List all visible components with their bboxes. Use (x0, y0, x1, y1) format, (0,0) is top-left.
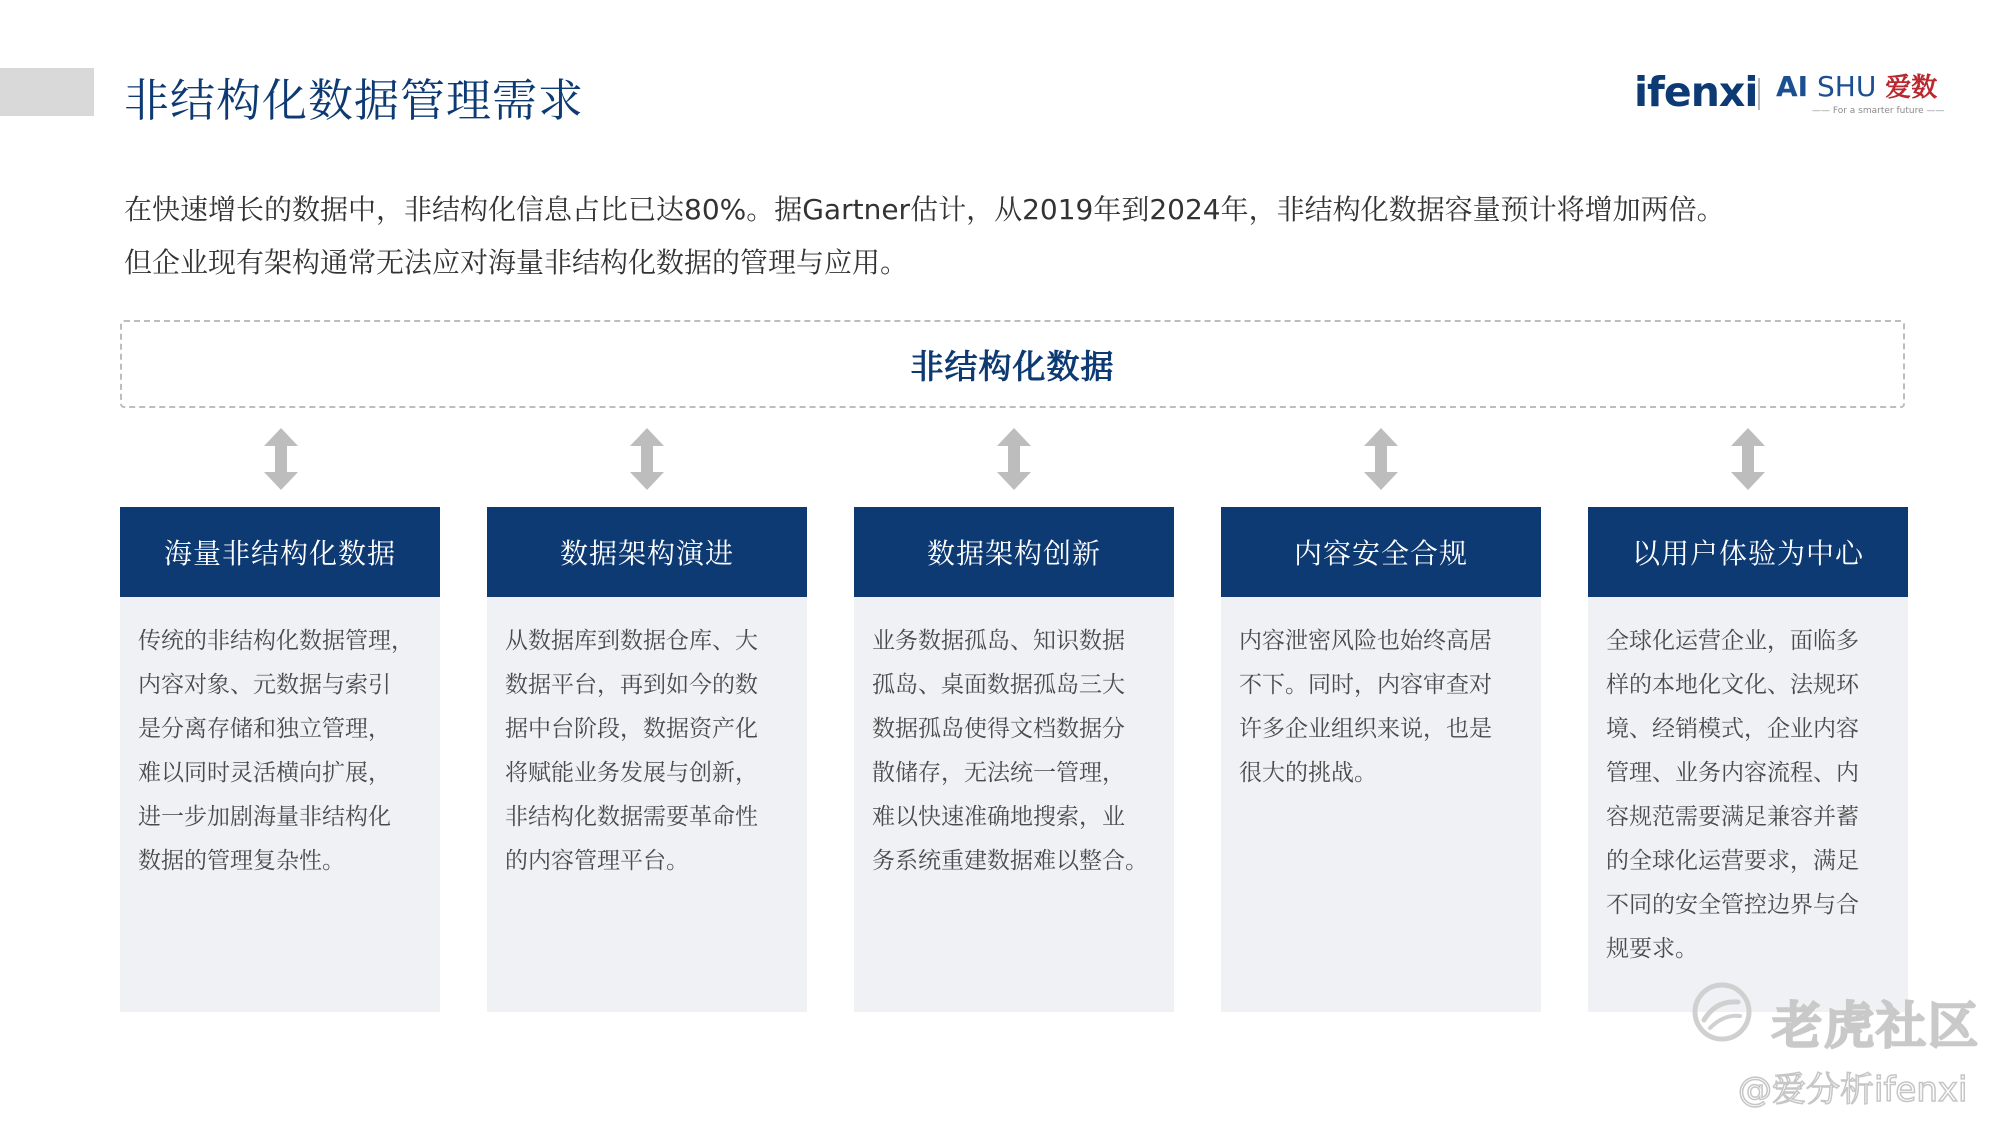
card-title: 内容安全合规 (1221, 507, 1541, 597)
card-line: 规要求。 (1606, 936, 1698, 962)
card-line: 境、经销模式，企业内容 (1606, 716, 1859, 742)
intro-line-1: 在快速增长的数据中，非结构化信息占比已达80%。据Gartner估计，从2019年到2024年，非结构化数据容量预计将增加两倍。 (124, 193, 1725, 226)
card-line: 数据的管理复杂性。 (138, 848, 345, 874)
intro-line-2: 但企业现有架构通常无法应对海量非结构化数据的管理与应用。 (124, 246, 909, 279)
card-line: 难以同时灵活横向扩展， (138, 760, 391, 786)
unstructured-data-box (120, 320, 1905, 408)
weibo-watermark: @爱分析ifenxi (1738, 1070, 1968, 1110)
card-body (1588, 597, 1908, 971)
logo-divider (1758, 78, 1760, 110)
aishu-logo (1776, 72, 1976, 122)
card-line: 进一步加剧海量非结构化 (138, 804, 391, 830)
double-arrow-icon (630, 428, 664, 490)
aishu-logo-shu: SHU (1817, 70, 1877, 103)
title-accent-tab (0, 68, 94, 116)
card-line: 全球化运营企业，面临多 (1606, 628, 1859, 654)
card-line: 管理、业务内容流程、内 (1606, 760, 1859, 786)
card-line: 业务数据孤岛、知识数据 (872, 628, 1125, 654)
card-body (1221, 597, 1541, 795)
card-line: 将赋能业务发展与创新， (505, 760, 758, 786)
card-data-architecture-evolution (487, 507, 807, 1012)
card-title: 以用户体验为中心 (1588, 507, 1908, 597)
tiger-community-watermark (1690, 980, 1990, 1055)
card-line: 容规范需要满足兼容并蓄 (1606, 804, 1859, 830)
card-line: 内容泄密风险也始终高居 (1239, 628, 1492, 654)
card-title: 数据架构创新 (854, 507, 1174, 597)
page-title: 非结构化数据管理需求 (124, 74, 585, 127)
card-line: 的全球化运营要求，满足 (1606, 848, 1859, 874)
card-line: 内容对象、元数据与索引 (138, 672, 391, 698)
double-arrow-icon (1731, 428, 1765, 490)
ifenxi-logo: ifenxi (1634, 68, 1758, 116)
tiger-watermark-text: 老虎社区 (1772, 997, 1980, 1055)
aishu-logo-tagline: —— For a smarter future —— (1812, 106, 1945, 116)
card-line: 非结构化数据需要革命性 (505, 804, 758, 830)
card-line: 不同的安全管控边界与合 (1606, 892, 1859, 918)
card-line: 样的本地化文化、法规环 (1606, 672, 1859, 698)
double-arrow-icon (997, 428, 1031, 490)
double-arrow-icon (264, 428, 298, 490)
card-line: 从数据库到数据仓库、大 (505, 628, 758, 654)
card-line: 传统的非结构化数据管理， (138, 628, 414, 654)
card-line: 务系统重建数据难以整合。 (872, 848, 1148, 874)
card-line: 很大的挑战。 (1239, 760, 1377, 786)
aishu-logo-cn: 爱数 (1885, 73, 1938, 103)
card-line: 的内容管理平台。 (505, 848, 689, 874)
double-arrow-icon (1364, 428, 1398, 490)
intro-paragraph (124, 183, 1944, 289)
unstructured-data-label: 非结构化数据 (910, 346, 1115, 386)
card-title: 海量非结构化数据 (120, 507, 440, 597)
card-body (854, 597, 1174, 883)
card-line: 孤岛、桌面数据孤岛三大 (872, 672, 1125, 698)
card-line: 数据平台，再到如今的数 (505, 672, 758, 698)
card-body (487, 597, 807, 883)
tiger-logo-icon (1690, 980, 1754, 1044)
card-line: 许多企业组织来说，也是 (1239, 716, 1492, 742)
card-line: 是分离存储和独立管理， (138, 716, 391, 742)
card-user-experience-centric (1588, 507, 1908, 1012)
card-body (120, 597, 440, 883)
card-line: 数据孤岛使得文档数据分 (872, 716, 1125, 742)
card-line: 不下。同时，内容审查对 (1239, 672, 1492, 698)
card-line: 难以快速准确地搜索，业 (872, 804, 1125, 830)
card-massive-unstructured-data (120, 507, 440, 1012)
card-line: 据中台阶段，数据资产化 (505, 716, 758, 742)
card-title: 数据架构演进 (487, 507, 807, 597)
card-data-architecture-innovation (854, 507, 1174, 1012)
card-line: 散储存，无法统一管理， (872, 760, 1125, 786)
aishu-logo-ai: AI (1776, 70, 1809, 103)
card-content-security-compliance (1221, 507, 1541, 1012)
